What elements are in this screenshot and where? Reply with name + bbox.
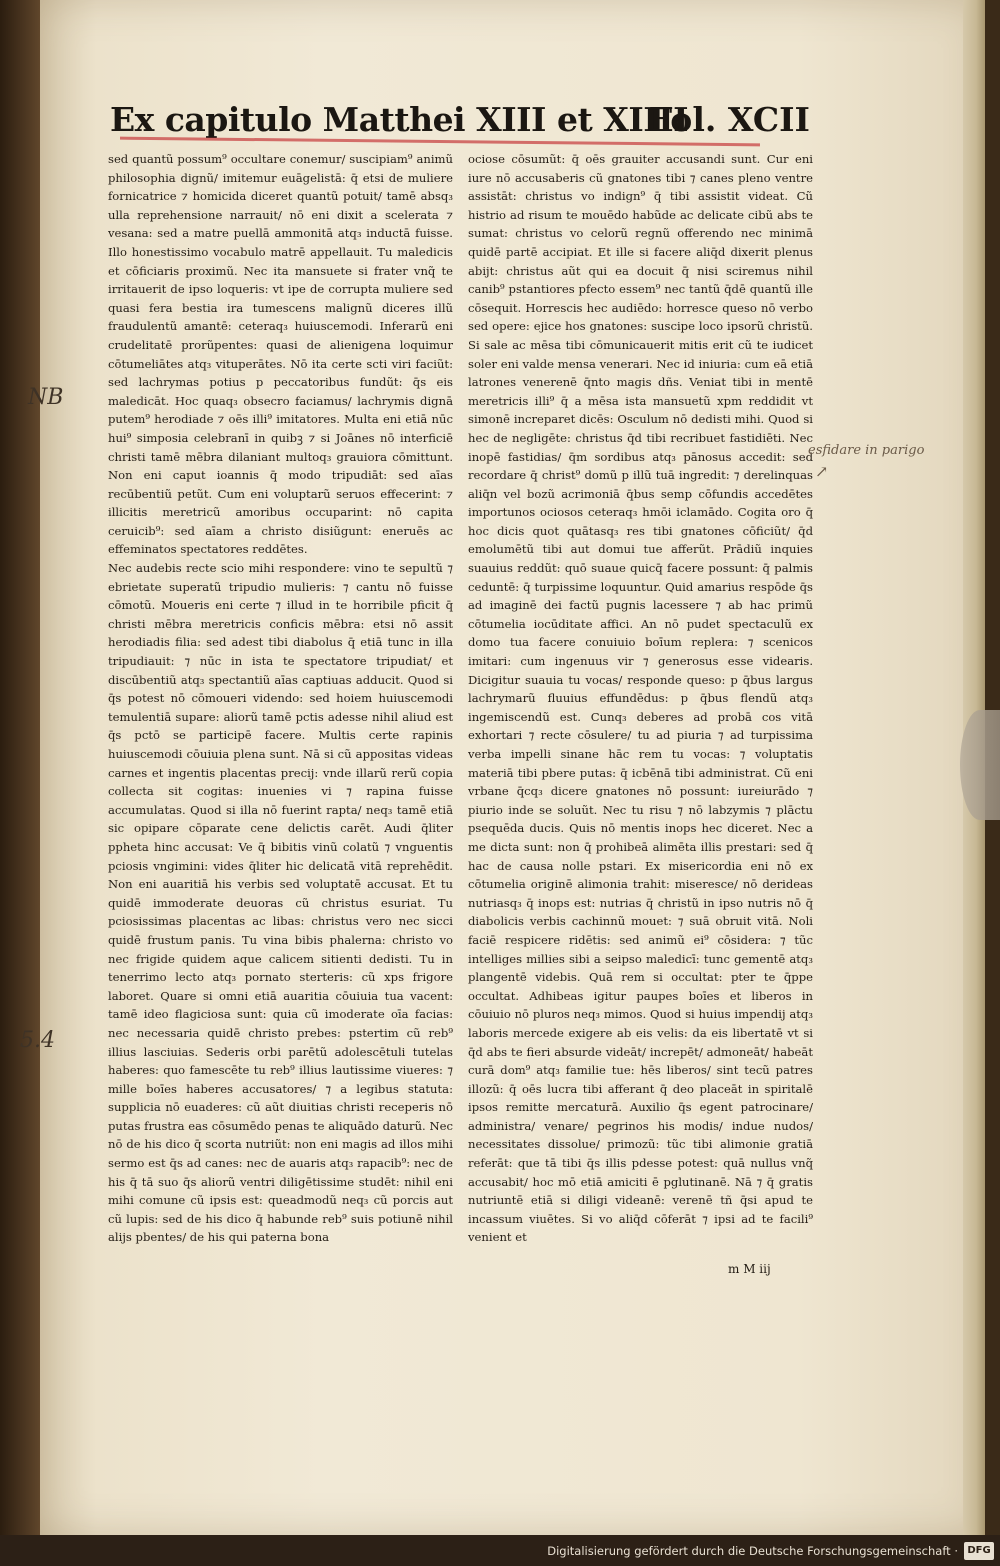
marginal-note-right: esfidare in parigo — [808, 443, 925, 458]
marginal-note-nb: NB — [28, 385, 64, 410]
paragraph: ociose cōsumũt: q̄ oēs grauiter accusandi sunt. Cur eni iure nō accusaberis cũ gnatones tibi ⁊ canes pleno ventre assistāt: christus vo indign⁹ q̄ tibi assistit videat. Cũ histrio ad risum te mouēdo habũde ac delicate cibũ abs te sumat: christus vo celorũ regnũ offerendo nec minimā quidē partē accipiat. Et ille si facere aliq̄d dixerit plenus abijt: christus aũt qui ea docuit q̄ nisi sciremus nihil canib⁹ pstantiores pfecto essem⁹ nec tantũ q̄dē quantũ ille cōsequit. Horrescis hec audiēdo: horresce queso nō verbo sed opere: ejice hos gnatones: suscipe loco ipsorũ christũ. Si sale ac mēsa tibi cōmunicauerit mitis erit cũ te iudicet soler eni valde mensa venerari. Nec id iniuria: cum eā etiā latrones venerenē q̄nto magis dñs. Veniat tibi in mentē meretricis illi⁹ q̄ a mēsa ista mansuetũ xpm reddidit vt simonē increparet dicēs: Osculum nō dedisti mihi. Quod si hec de negligēte: christus q̄d tibi recribuet fastidiēti. Nec inopē fastidias/ q̄m sordibus atq₃ pānosus accedit: sed recordare q̄ christ⁹ domũ p illũ tuā ingredit: ⁊ derelinquas aliq̄n vel bozũ acrimoniā q̄bus semp cōfundis accedētes importunos ociosos ceteraq₃ hmōi iclamādo. Cogita oro q̄ hoc dicis quot quātasq₃ res tibi gnatones cōficiũt/ q̄d emolumētũ tibi aut domui tue afferũt. Prādiũ inquies suauius reddũt: quō suaue quicq̄ facere possunt: q̄ palmis ceduntē: q̄ turpissime loquuntur. Quid amarius respōde q̄s ad imaginē dei factũ pugnis lacessere ⁊ ab hac primũ cōtumelia iocūditate affici. An nō pudet spectaculũ ex domo tua facere conuiuio boīum replera: ⁊ scenicos imitari: cum ingenuus vir ⁊ generosus esse videaris. Dicigitur suauia tu vocas/ responde queso: p q̄bus largus lachrymarũ fluuius effundēdus: p q̄bus flendũ atq₃ ingemiscendũ est. Cunq₃ deberes ad probā cos vitā exhortari ⁊ recte cōsulere/ tu ad piuria ⁊ ad turpissima verba impelli sinane hāc rem tu vocas: ⁊ voluptatis materiā tibi pbere putas: q̄ icbēnā tibi administrat. Cũ eni vrbane q̄cq₃ dicere gnatones nō possunt: iureiurādo ⁊ piurio inde se soluũt. Nec tu risu ⁊ nō labzymis ⁊ plāctu psequēda ducis. Quis nō mentis inops hec diceret. Nec a me dicta sunt: non q̄ prohibeā alimēta illis prestari: sed q̄ hac de causa nolle pstari. Ex misericordia eni nō ex cōtumelia originē alimonia trahit: miseresce/ nō derideas nutriasq₃ q̄ inops est: nutrias q̄ christũ in ipso nutris nō q̄ diabolicis verbis cachinnũ mouet: ⁊ suā obruit vitā. Noli faciē respicere ridētis: sed animũ ei⁹ cōsidera: ⁊ tũc intelliges millies sibi a seipso maledicī: tunc gementē atq₃ plangentē videbis. Quā rem si occultat: pter te q̄ppe occultat. Adhibeas igitur paupes boīes et liberos in cōuiuio nō pluros neq₃ mimos. Quod si huius impendij atq₃ laboris mercede exigere ab eis velis: da eis libertatē vt si q̄d abs te fieri absurde videāt/ increpēt/ admoneāt/ habeāt curā dom⁹ atq₃ familie tue: hēs liberos/ sint tecũ patres illozũ: q̄ oēs lucra tibi afferant q̄ deo placeāt in spiritalē ipsos remitte mercaturā. Auxilio q̄s egent patrocinare/ administra/ venare/ pegrinos his modis/ indue nudos/ necessitates dissolue/ primozũ: tũc tibi alimonie gratiā referāt: que tā tibi q̄s illis pdesse potest: quā nullus vnq̃ accusabit/ hoc mō etiā amiciti ē pglutinanē. Nā ⁊ q̄ gratis nutriuntē etiā si diligi videanē: verenē tñ q̄si apud te incassum viuētes. Si vo aliq̄d cōferāt ⁊ ipsi ad te facili⁹ venient et — [468, 152, 813, 1245]
footer-credit: Digitalisierung gefördert durch die Deutsche Forschungsgemeinschaft · — [547, 1544, 958, 1558]
page-header — [110, 100, 810, 144]
paragraph: Nec audebis recte scio mihi respondere: vino te sepultũ ⁊ ebrietate superatũ tripudio mulieris: ⁊ cantu nō fuisse cōmotũ. Moueris eni certe ⁊ illud in te horribile pficit q̄ christi mēbra meretricis conficis mēbra: etsi nō assit herodiadis filia: sed adest tibi diabolus q̄ etiā tunc in illa tripudiauit: ⁊ nūc in ista te spectatore tripudiat/ et discūbentiũ atq₃ spectantiũ aīas captiuas adducit. Quod si q̄s potest nō cōmoueri videndo: sed hoiem huiuscemodi temulentiā supare: aliorũ tamē pctis adesse nihil aliud est q̄s pctō se participē facere. Multis certe rapinis huiuscemodi cōuiuia plena sunt. Nā si cũ appositas videas carnes et ingentis placentas precij: vnde illarũ rerũ copia collecta sit cogitas: inuenies vi ⁊ rapina fuisse accumulatas. Quod si illa nō fuerint rapta/ neq₃ tamē etiā sic opipare cōparate cene delictis carēt. Audi q̄liter ppheta hinc accusat: Ve q̄ bibitis vinũ colatũ ⁊ vnguentis pciosis vngimini: vides q̄liter hic delicatā vitā reprehēdit. Non eni auaritiā his verbis sed voluptatē accusat. Et tu quidē immoderate deuoras cũ christus esuriat. Tu pciosissimas placentas ac libas: christus vero nec sicci quidē frustum panis. Tu vina bibis phalerna: christo vo nec frigide quidem aque calicem sitienti dedisti. Tu in tenerrimo lecto atq₃ pornato sterteris: cũ xps frigore laboret. Quare si omni etiā auaritia cōuiuia tua vacent: tamē ideo flagiciosa sunt: quia cũ imoderate oīa facias: nec necessaria quidē christo prebes: pstertim cũ reb⁹ illius lasciuias. Sederis orbi parētũ adolescētuli tutelas haberes: quo famescēte tu reb⁹ illius lautissime viueres: ⁊ mille boīes haberes accusatores/ ⁊ a legibus statuta: supplicia nō euaderes: cũ aũt diuitias christi receperis nō putas frustra eas cōsumēdo penas te aliquādo daturũ. Nec nō de his dico q̄ scorta nutriũt: non eni magis ad illos mihi sermo est q̄s ad canes: nec de auaris atq₃ rapacib⁹: nec de his q̄ tā suo q̄s aliorũ ventri diligētissime studēt: nihil eni mihi comune cũ ipsis est: queadmodũ neq₃ cũ porcis aut cũ lupis: sed de his dico q̄ habunde reb⁹ suis potiunē nihil alijs pbentes/ de his qui paterna bona — [108, 561, 453, 1245]
text-column-left — [108, 150, 453, 1295]
text-column-right — [468, 150, 813, 1260]
page-tab-marker — [960, 710, 1000, 820]
marginal-arrow-icon: ↗ — [815, 462, 829, 481]
paragraph: sed quantũ possum⁹ occultare conemur/ suscipiam⁹ animũ philosophia dignũ/ imitemur euāgelistā: q̄ etsi de muliere fornicatrice ⁊ homicida diceret quantũ potuit/ tamē absq₃ ulla reprehensione narrauit/ nō eni dixit a scelerata ⁊ vesana: sed a matre puellā ammonitā atq₃ inductā fuisse. Illo honestissimo vocabulo matrē appellauit. Tu maledicis et cōficiaris proximũ. Nec ita mansuete si frater vnq̃ te irritauerit de ipso loqueris: vt ipe de corrupta muliere sed quasi fera bestia ira tumescens malignũ diceres illũ fraudulentũ amantē: ceteraq₃ huiuscemodi. Inferarũ eni crudelitatē prorũpentes: quasi de alienigena loquimur cōtumeliātes atq₃ vituperātes. Nō ita certe scti viri faciũt: sed lachrymas potius p peccatoribus fundũt: q̄s eis maledicāt. Hoc quaq₃ obsecro faciamus/ lachrymis dignā putem⁹ herodiade ⁊ oēs illi⁹ imitatores. Multa eni etiā nūc hui⁹ simposia celebranī in quibꝫ ⁊ si Joānes nō interficiē christi tamē mēbra dilaniant multoq₃ grauiora cōmittunt. Non eni caput ioannis q̄ modo tripudiāt: sed aīas recūbentiũ petũt. Cum eni voluptarũ seruos effecerint: ⁊ illicitis meretricũ amoribus occuparint: nō capita ceruicib⁹: sed aīam a christo disiũgunt: eneruēs ac effeminatos spectatores reddētes. — [108, 152, 453, 557]
marginal-note-54: 5.4 — [20, 1028, 55, 1053]
folio-number: Fol. XCII — [648, 100, 810, 139]
running-title: Ex capitulo Matthei XIII et XIIII — [110, 100, 689, 139]
dfg-logo-icon: DFG — [964, 1542, 994, 1560]
signature-mark: m M iij — [728, 1262, 771, 1276]
